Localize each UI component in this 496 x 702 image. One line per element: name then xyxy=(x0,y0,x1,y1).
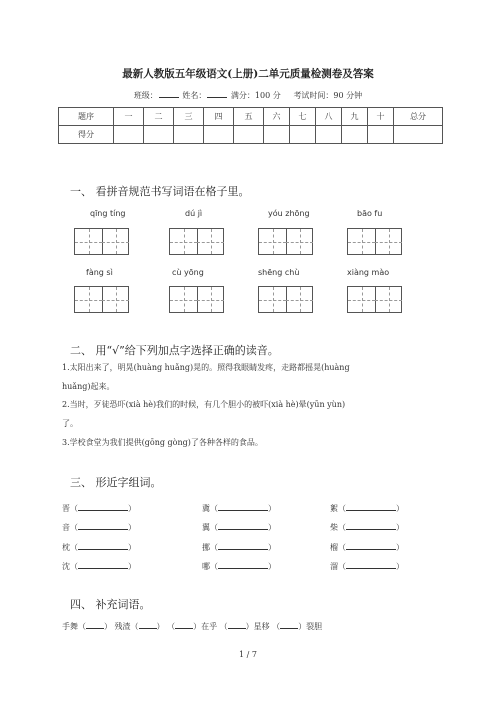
score-header-cell: 题序 xyxy=(59,108,114,126)
score-header-row xyxy=(59,108,443,126)
score-header-cell: 二 xyxy=(144,108,174,126)
writing-grid[interactable] xyxy=(347,228,402,255)
class-label: 班级： xyxy=(133,91,158,100)
answer-blank[interactable] xyxy=(78,521,128,530)
answer-blank[interactable] xyxy=(228,620,246,629)
pinyin-label: xiàng mào xyxy=(347,268,390,277)
answer-blank[interactable] xyxy=(218,560,268,569)
score-header-cell: 十 xyxy=(368,108,394,126)
score-header-cell: 五 xyxy=(234,108,264,126)
question-line: 2.当时，歹徒恐吓(xià hè)我们的时候，有几个胆小的被吓(xià hè)晕(yūn yùn) xyxy=(62,400,346,409)
writing-grid[interactable] xyxy=(169,286,224,313)
pinyin-label: cù yōng xyxy=(172,268,204,277)
pinyin-label: fàng sì xyxy=(86,268,113,277)
answer-blank[interactable] xyxy=(175,620,193,629)
answer-blank[interactable] xyxy=(346,502,396,511)
info-line xyxy=(0,89,496,101)
writing-grid[interactable] xyxy=(74,228,129,255)
score-cell[interactable] xyxy=(114,126,144,144)
writing-grid[interactable] xyxy=(74,286,129,313)
answer-blank[interactable] xyxy=(218,502,268,511)
word-item: 冀（ ） xyxy=(202,504,276,513)
answer-blank[interactable] xyxy=(218,541,268,550)
word-item: 榴（ ） xyxy=(330,543,404,552)
score-cell[interactable] xyxy=(204,126,234,144)
score-header-cell: 八 xyxy=(316,108,342,126)
word-item: 翼（ ） xyxy=(202,523,276,532)
section3-heading: 三、 形近字组词。 xyxy=(70,476,162,489)
score-cell[interactable] xyxy=(174,126,204,144)
score-table xyxy=(58,107,443,144)
word-item: 溜（ ） xyxy=(330,562,404,571)
score-cell[interactable] xyxy=(144,126,174,144)
answer-blank[interactable] xyxy=(280,620,298,629)
answer-blank[interactable] xyxy=(218,521,268,530)
score-header-cell: 总分 xyxy=(394,108,443,126)
score-header-cell: 四 xyxy=(204,108,234,126)
pinyin-label: shēng chù xyxy=(258,268,300,277)
question-line: 3.学校食堂为我们提供(gōng gòng)了各种各样的食品。 xyxy=(62,438,263,447)
answer-blank[interactable] xyxy=(78,541,128,550)
score-header-cell: 七 xyxy=(290,108,316,126)
writing-grid[interactable] xyxy=(169,228,224,255)
score-cell[interactable] xyxy=(316,126,342,144)
section2-heading: 二、 用“√”给下列加点字选择正确的读音。 xyxy=(70,344,279,357)
pinyin-label: qīng tíng xyxy=(90,209,126,218)
page-number: 1 / 7 xyxy=(239,650,257,659)
writing-grid[interactable] xyxy=(258,228,313,255)
answer-blank[interactable] xyxy=(346,541,396,550)
score-value-row xyxy=(59,126,443,144)
score-header-cell: 三 xyxy=(174,108,204,126)
word-item: 枕（ ） xyxy=(62,543,136,552)
exam-time: 考试时间：90 分钟 xyxy=(293,91,363,100)
name-label: 姓名： xyxy=(182,91,207,100)
section1-heading: 一、 看拼音规范书写词语在格子里。 xyxy=(70,185,250,198)
score-cell[interactable] xyxy=(264,126,290,144)
score-cell[interactable] xyxy=(290,126,316,144)
answer-blank[interactable] xyxy=(346,521,396,530)
answer-blank[interactable] xyxy=(139,620,157,629)
page-title: 最新人教版五年级语文(上册)二单元质量检测卷及答案 xyxy=(122,68,374,80)
word-item: 柴（ ） xyxy=(330,523,404,532)
name-blank[interactable] xyxy=(207,89,227,98)
word-item: 挪（ ） xyxy=(202,543,276,552)
full-score: 满分：100 分 xyxy=(230,91,281,100)
word-item: 晋（ ） xyxy=(62,504,136,513)
question-line: huǎng)起来。 xyxy=(62,382,115,391)
score-cell[interactable] xyxy=(368,126,394,144)
word-item: 絮（ ） xyxy=(330,504,404,513)
score-cell[interactable] xyxy=(342,126,368,144)
pinyin-label: bāo fu xyxy=(357,209,383,218)
answer-blank[interactable] xyxy=(78,560,128,569)
question-line: 1.太阳出来了，明晃(huàng huǎng)晃的。照得我眼睛发疼，走路都摇晃(huàng xyxy=(62,363,350,372)
pinyin-label: yóu zhōng xyxy=(268,209,310,218)
score-header-cell: 一 xyxy=(114,108,144,126)
section4-heading: 四、 补充词语。 xyxy=(70,598,151,611)
pinyin-label: dú jì xyxy=(185,209,203,218)
word-item: 哪（ ） xyxy=(202,562,276,571)
question-line: 了。 xyxy=(62,419,78,428)
answer-blank[interactable] xyxy=(78,502,128,511)
score-header-cell: 九 xyxy=(342,108,368,126)
word-item: 音（ ） xyxy=(62,523,136,532)
score-cell[interactable] xyxy=(394,126,443,144)
word-item: 沈（ ） xyxy=(62,562,136,571)
writing-grid[interactable] xyxy=(347,286,402,313)
class-blank[interactable] xyxy=(159,89,179,98)
answer-blank[interactable] xyxy=(86,620,104,629)
idiom-fill-line: 手舞（ ） 残渣（ ） （ ）在乎 （ ）星移 （ ）裂胆 xyxy=(62,622,323,631)
writing-grid[interactable] xyxy=(258,286,313,313)
answer-blank[interactable] xyxy=(346,560,396,569)
score-row-label: 得分 xyxy=(59,126,114,144)
score-header-cell: 六 xyxy=(264,108,290,126)
score-cell[interactable] xyxy=(234,126,264,144)
